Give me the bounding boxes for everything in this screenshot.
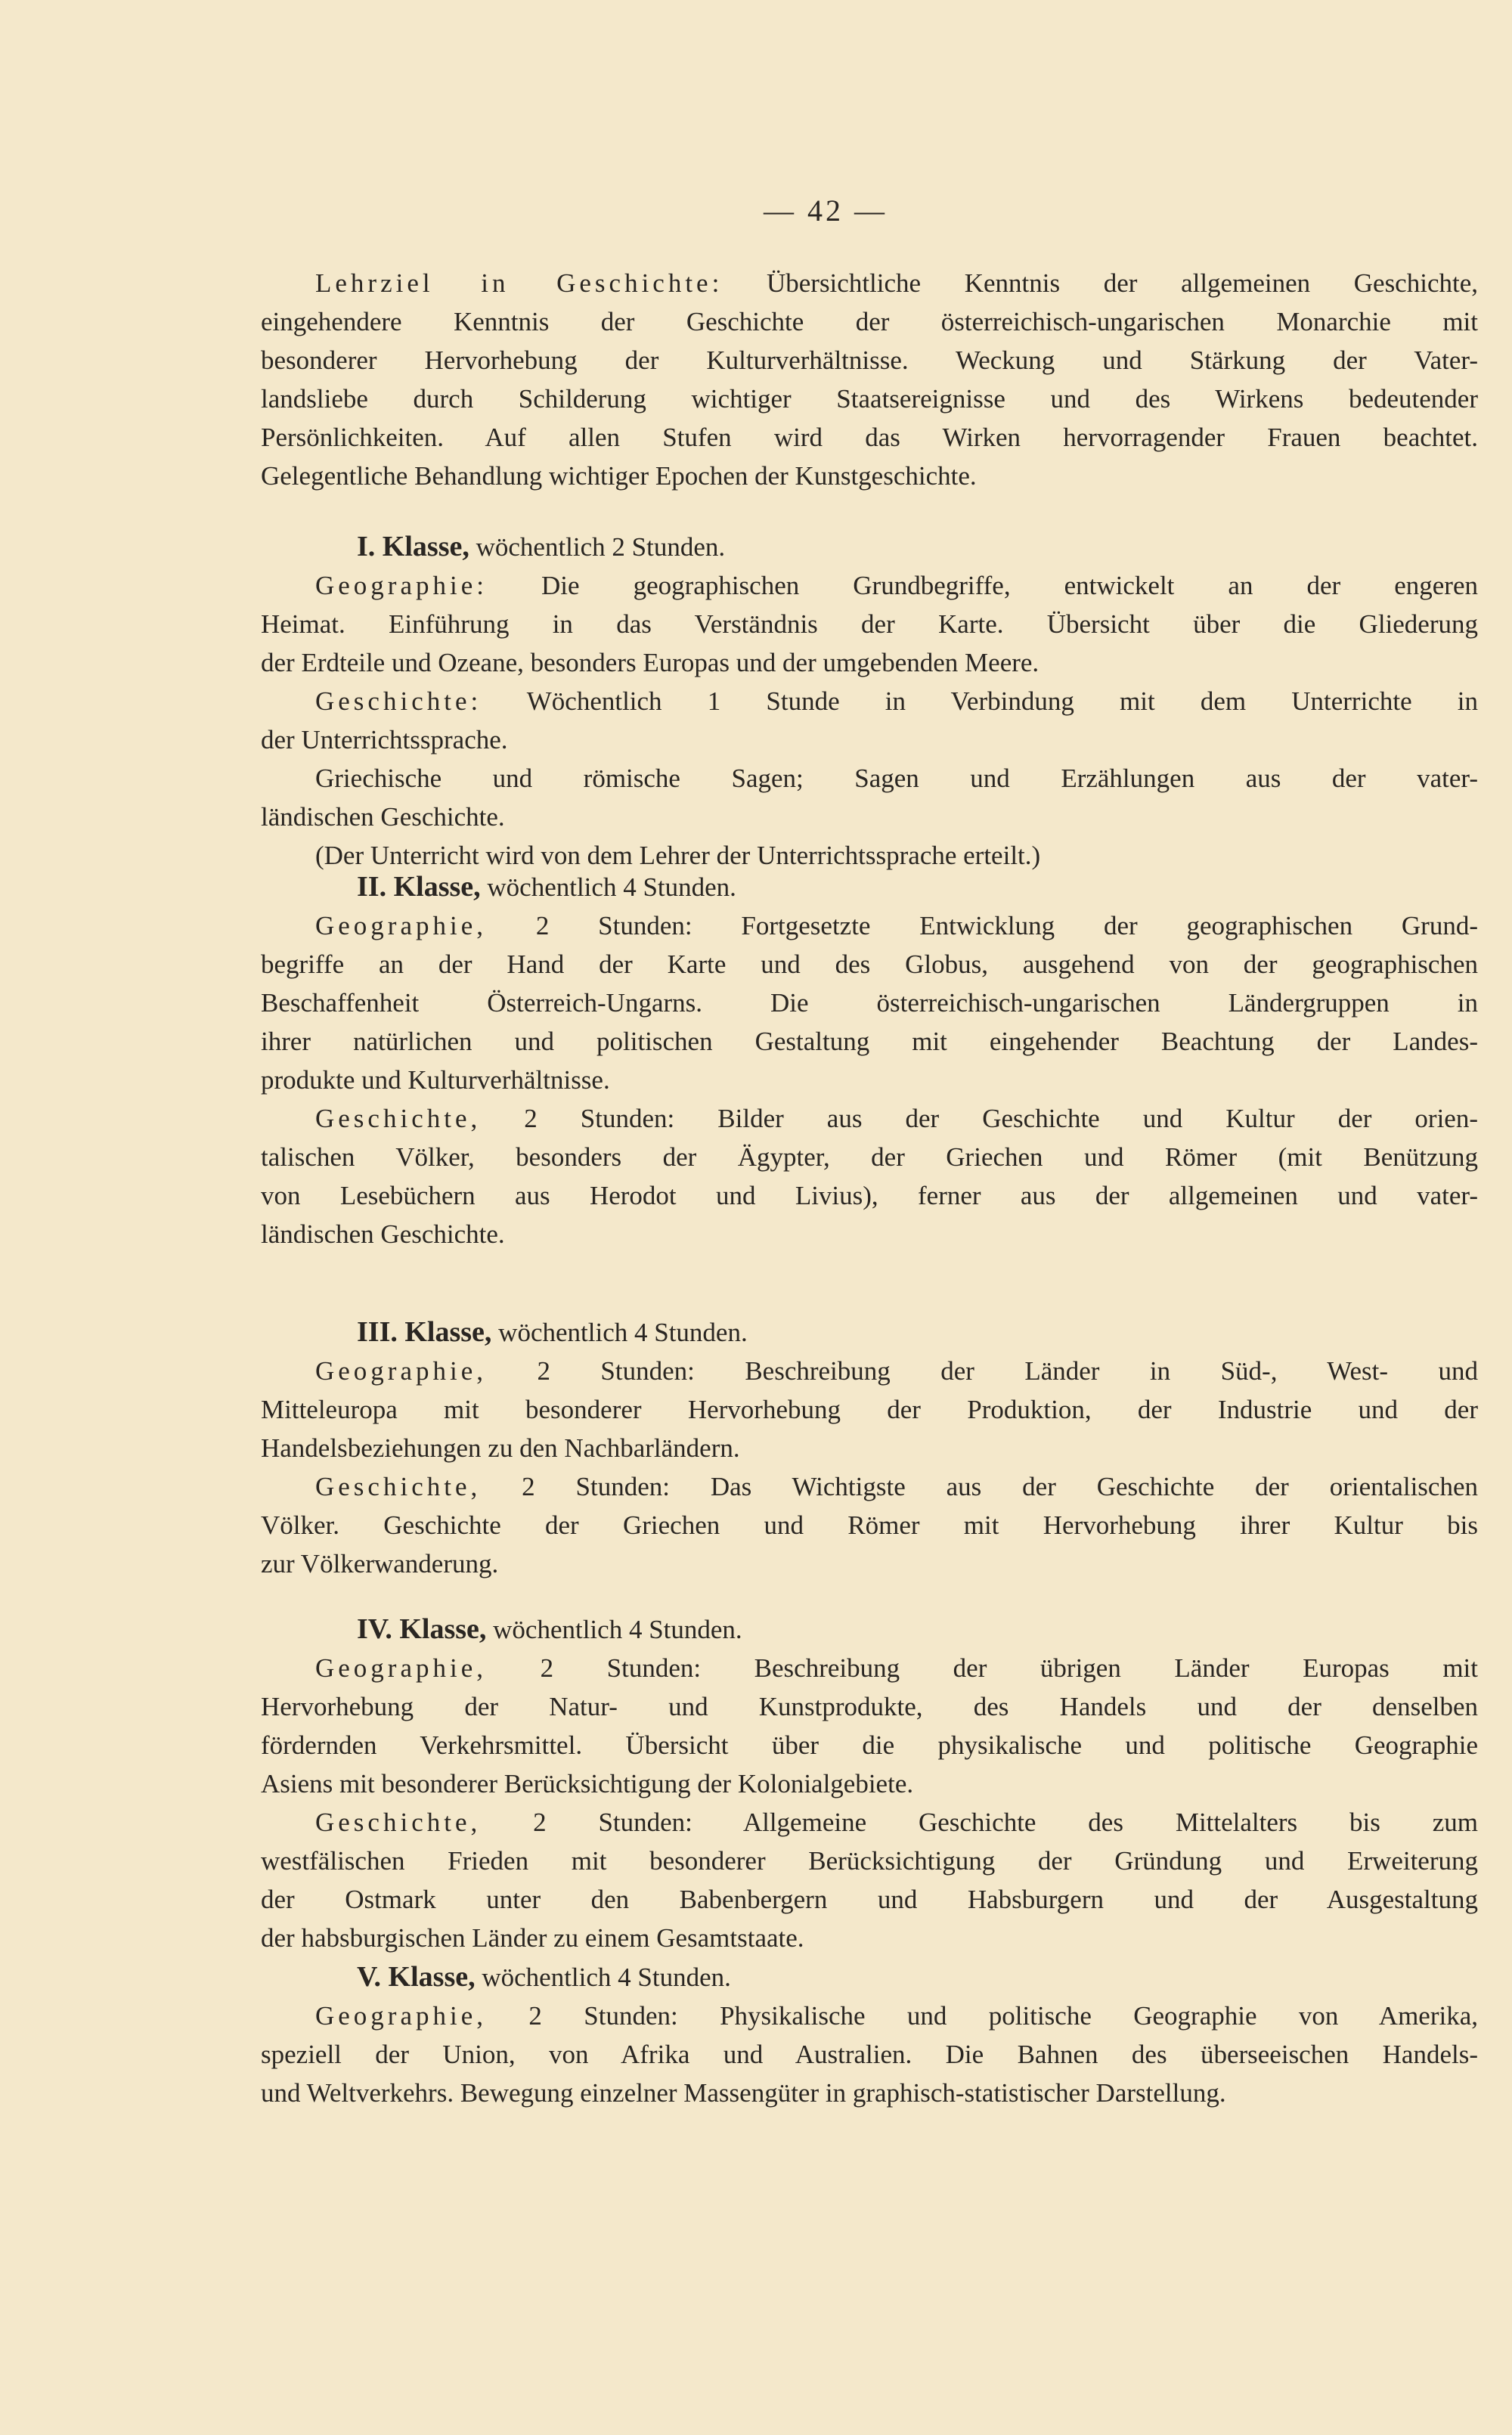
text-line xyxy=(261,798,1478,836)
line-text: Heimat. Einführung in das Verständnis der Karte. Übersicht über die Gliederung xyxy=(261,609,1478,639)
line-text: der habsburgischen Länder zu einem Gesamtstaate. xyxy=(261,1923,804,1953)
line-text: der Ostmark unter den Babenbergern und Habsburgern und der Ausgestaltung xyxy=(261,1885,1478,1914)
text-line xyxy=(261,1352,1478,1390)
line-text: 2 Stunden: Bilder aus der Geschichte und Kultur der orien- xyxy=(481,1104,1478,1133)
section-title: V. Klasse, xyxy=(357,1961,476,1993)
line-text: westfälischen Frieden mit besonderer Berücksichtigung der Gründung und Erweiterung xyxy=(261,1846,1478,1876)
text-line xyxy=(261,720,1478,759)
paragraph-lead: Geschichte, xyxy=(315,1104,482,1133)
paragraph-lead: Geschichte: xyxy=(315,686,482,716)
text-line xyxy=(261,1215,1478,1253)
section-title: IV. Klasse, xyxy=(357,1613,487,1645)
text-line xyxy=(261,1138,1478,1176)
text-line xyxy=(261,380,1478,418)
line-text: Hervorhebung der Natur- und Kunstprodukte, des Handels und der denselben xyxy=(261,1692,1478,1721)
section-title: II. Klasse, xyxy=(357,871,481,903)
line-text: Persönlichkeiten. Auf allen Stufen wird das Wirken hervorragender Frauen beachtet. xyxy=(261,423,1478,452)
paragraph-lead: Geographie, xyxy=(315,1356,488,1386)
paragraph-lead: Geschichte, xyxy=(315,1472,482,1501)
section-heading xyxy=(261,868,1478,906)
line-text: Handelsbeziehungen zu den Nachbarländern. xyxy=(261,1433,740,1463)
paragraph-lead: Geographie, xyxy=(315,2001,488,2031)
line-text: eingehendere Kenntnis der Geschichte der österreichisch-ungarischen Monarchie mit xyxy=(261,307,1478,336)
line-text: Völker. Geschichte der Griechen und Römer mit Hervorhebung ihrer Kultur bis xyxy=(261,1510,1478,1540)
text-line xyxy=(261,1099,1478,1138)
text-line xyxy=(261,1726,1478,1764)
intro-learning-goal xyxy=(261,264,1478,495)
section-class-5 xyxy=(261,1958,1478,2112)
line-text: (Der Unterricht wird von dem Lehrer der Unterrichtssprache erteilt.) xyxy=(315,841,1041,870)
text-line xyxy=(261,984,1478,1022)
line-text: der Erdteile und Ozeane, besonders Europas und der umgebenden Meere. xyxy=(261,648,1040,677)
line-text: Die geographischen Grundbegriffe, entwickelt an der engeren xyxy=(487,571,1478,600)
line-text: talischen Völker, besonders der Ägypter, der Griechen und Römer (mit Benützung xyxy=(261,1142,1478,1172)
section-hours: wöchentlich 2 Stunden. xyxy=(469,532,726,562)
text-line xyxy=(261,1880,1478,1919)
section-class-3 xyxy=(261,1313,1478,1583)
line-text: Gelegentliche Behandlung wichtiger Epochen der Kunstgeschichte. xyxy=(261,461,977,491)
text-line xyxy=(261,1022,1478,1061)
text-line xyxy=(261,1176,1478,1215)
line-text: ländischen Geschichte. xyxy=(261,1219,505,1249)
line-text: ländischen Geschichte. xyxy=(261,802,505,832)
text-line xyxy=(261,945,1478,984)
line-text: begriffe an der Hand der Karte und des Globus, ausgehend von der geographischen xyxy=(261,950,1478,979)
line-text: fördernden Verkehrsmittel. Übersicht über die physikalische und politische Geographie xyxy=(261,1730,1478,1760)
text-line xyxy=(261,1467,1478,1506)
text-line xyxy=(261,906,1478,945)
text-line xyxy=(261,1764,1478,1803)
text-line xyxy=(261,682,1478,720)
text-line xyxy=(261,643,1478,682)
text-line xyxy=(261,1506,1478,1544)
line-text: und Weltverkehrs. Bewegung einzelner Massengüter in graphisch-statistischer Darstellung. xyxy=(261,2078,1226,2108)
line-text: Wöchentlich 1 Stunde in Verbindung mit dem Unterrichte in xyxy=(482,686,1478,716)
line-text: von Lesebüchern aus Herodot und Livius), ferner aus der allgemeinen und vater- xyxy=(261,1181,1478,1210)
text-line xyxy=(261,1997,1478,2035)
line-text: der Unterrichtssprache. xyxy=(261,725,508,754)
line-text: 2 Stunden: Beschreibung der übrigen Länder Europas mit xyxy=(487,1653,1478,1683)
paragraph-lead: Lehrziel in Geschichte: xyxy=(315,268,723,298)
text-line xyxy=(261,1649,1478,1687)
line-text: landsliebe durch Schilderung wichtiger Staatsereignisse und des Wirkens bedeutender xyxy=(261,384,1478,414)
text-line xyxy=(261,1687,1478,1726)
line-text: ihrer natürlichen und politischen Gestaltung mit eingehender Beachtung der Landes- xyxy=(261,1027,1478,1056)
text-line xyxy=(261,2074,1478,2112)
section-title: III. Klasse, xyxy=(357,1316,492,1348)
section-heading xyxy=(261,1313,1478,1352)
line-text: 2 Stunden: Das Wichtigste aus der Geschichte der orientalischen xyxy=(481,1472,1478,1501)
text-line xyxy=(261,1842,1478,1880)
text-line xyxy=(261,1919,1478,1957)
paragraph-lead: Geographie: xyxy=(315,571,488,600)
text-line xyxy=(261,2035,1478,2074)
text-line xyxy=(261,1390,1478,1429)
line-text: 2 Stunden: Physikalische und politische Geographie von Amerika, xyxy=(487,2001,1478,2031)
section-title: I. Klasse, xyxy=(357,531,469,562)
section-hours: wöchentlich 4 Stunden. xyxy=(491,1318,748,1347)
line-text: besonderer Hervorhebung der Kulturverhältnisse. Weckung und Stärkung der Vater- xyxy=(261,345,1478,375)
section-hours: wöchentlich 4 Stunden. xyxy=(480,872,736,902)
section-heading xyxy=(261,1610,1478,1649)
page-number: — 42 — xyxy=(764,194,888,228)
section-heading xyxy=(261,1958,1478,1997)
text-line xyxy=(261,418,1478,457)
paragraph-lead: Geographie, xyxy=(315,1653,488,1683)
paragraph-lead: Geographie, xyxy=(315,911,488,940)
line-text: Griechische und römische Sagen; Sagen und Erzählungen aus der vater- xyxy=(315,764,1478,793)
line-text: produkte und Kulturverhältnisse. xyxy=(261,1065,610,1095)
section-hours: wöchentlich 4 Stunden. xyxy=(475,1963,731,1992)
text-line xyxy=(261,566,1478,605)
section-heading xyxy=(261,528,1478,566)
text-line xyxy=(261,264,1478,302)
paragraph-lead: Geschichte, xyxy=(315,1808,482,1837)
line-text: Beschaffenheit Österreich-Ungarns. Die österreichisch-ungarischen Ländergruppen in xyxy=(261,988,1478,1018)
section-hours: wöchentlich 4 Stunden. xyxy=(486,1615,742,1644)
section-class-4 xyxy=(261,1610,1478,1957)
line-text: Mitteleuropa mit besonderer Hervorhebung der Produktion, der Industrie und der xyxy=(261,1395,1478,1424)
text-line xyxy=(261,605,1478,643)
line-text: 2 Stunden: Beschreibung der Länder in Süd-, West- und xyxy=(487,1356,1478,1386)
section-class-2 xyxy=(261,868,1478,1253)
text-line xyxy=(261,1429,1478,1467)
line-text: Übersichtliche Kenntnis der allgemeinen Geschichte, xyxy=(723,268,1478,298)
line-text: speziell der Union, von Afrika und Australien. Die Bahnen des überseeischen Handels- xyxy=(261,2040,1478,2069)
text-line xyxy=(261,341,1478,380)
text-line xyxy=(261,1544,1478,1583)
line-text: Asiens mit besonderer Berücksichtigung der Kolonialgebiete. xyxy=(261,1769,914,1798)
line-text: 2 Stunden: Allgemeine Geschichte des Mittelalters bis zum xyxy=(481,1808,1478,1837)
line-text: 2 Stunden: Fortgesetzte Entwicklung der geographischen Grund- xyxy=(487,911,1478,940)
text-line xyxy=(261,1803,1478,1842)
text-line xyxy=(261,759,1478,798)
line-text: zur Völkerwanderung. xyxy=(261,1549,499,1578)
text-line xyxy=(261,302,1478,341)
text-line xyxy=(261,1061,1478,1099)
section-class-1 xyxy=(261,528,1478,875)
text-line xyxy=(261,457,1478,495)
